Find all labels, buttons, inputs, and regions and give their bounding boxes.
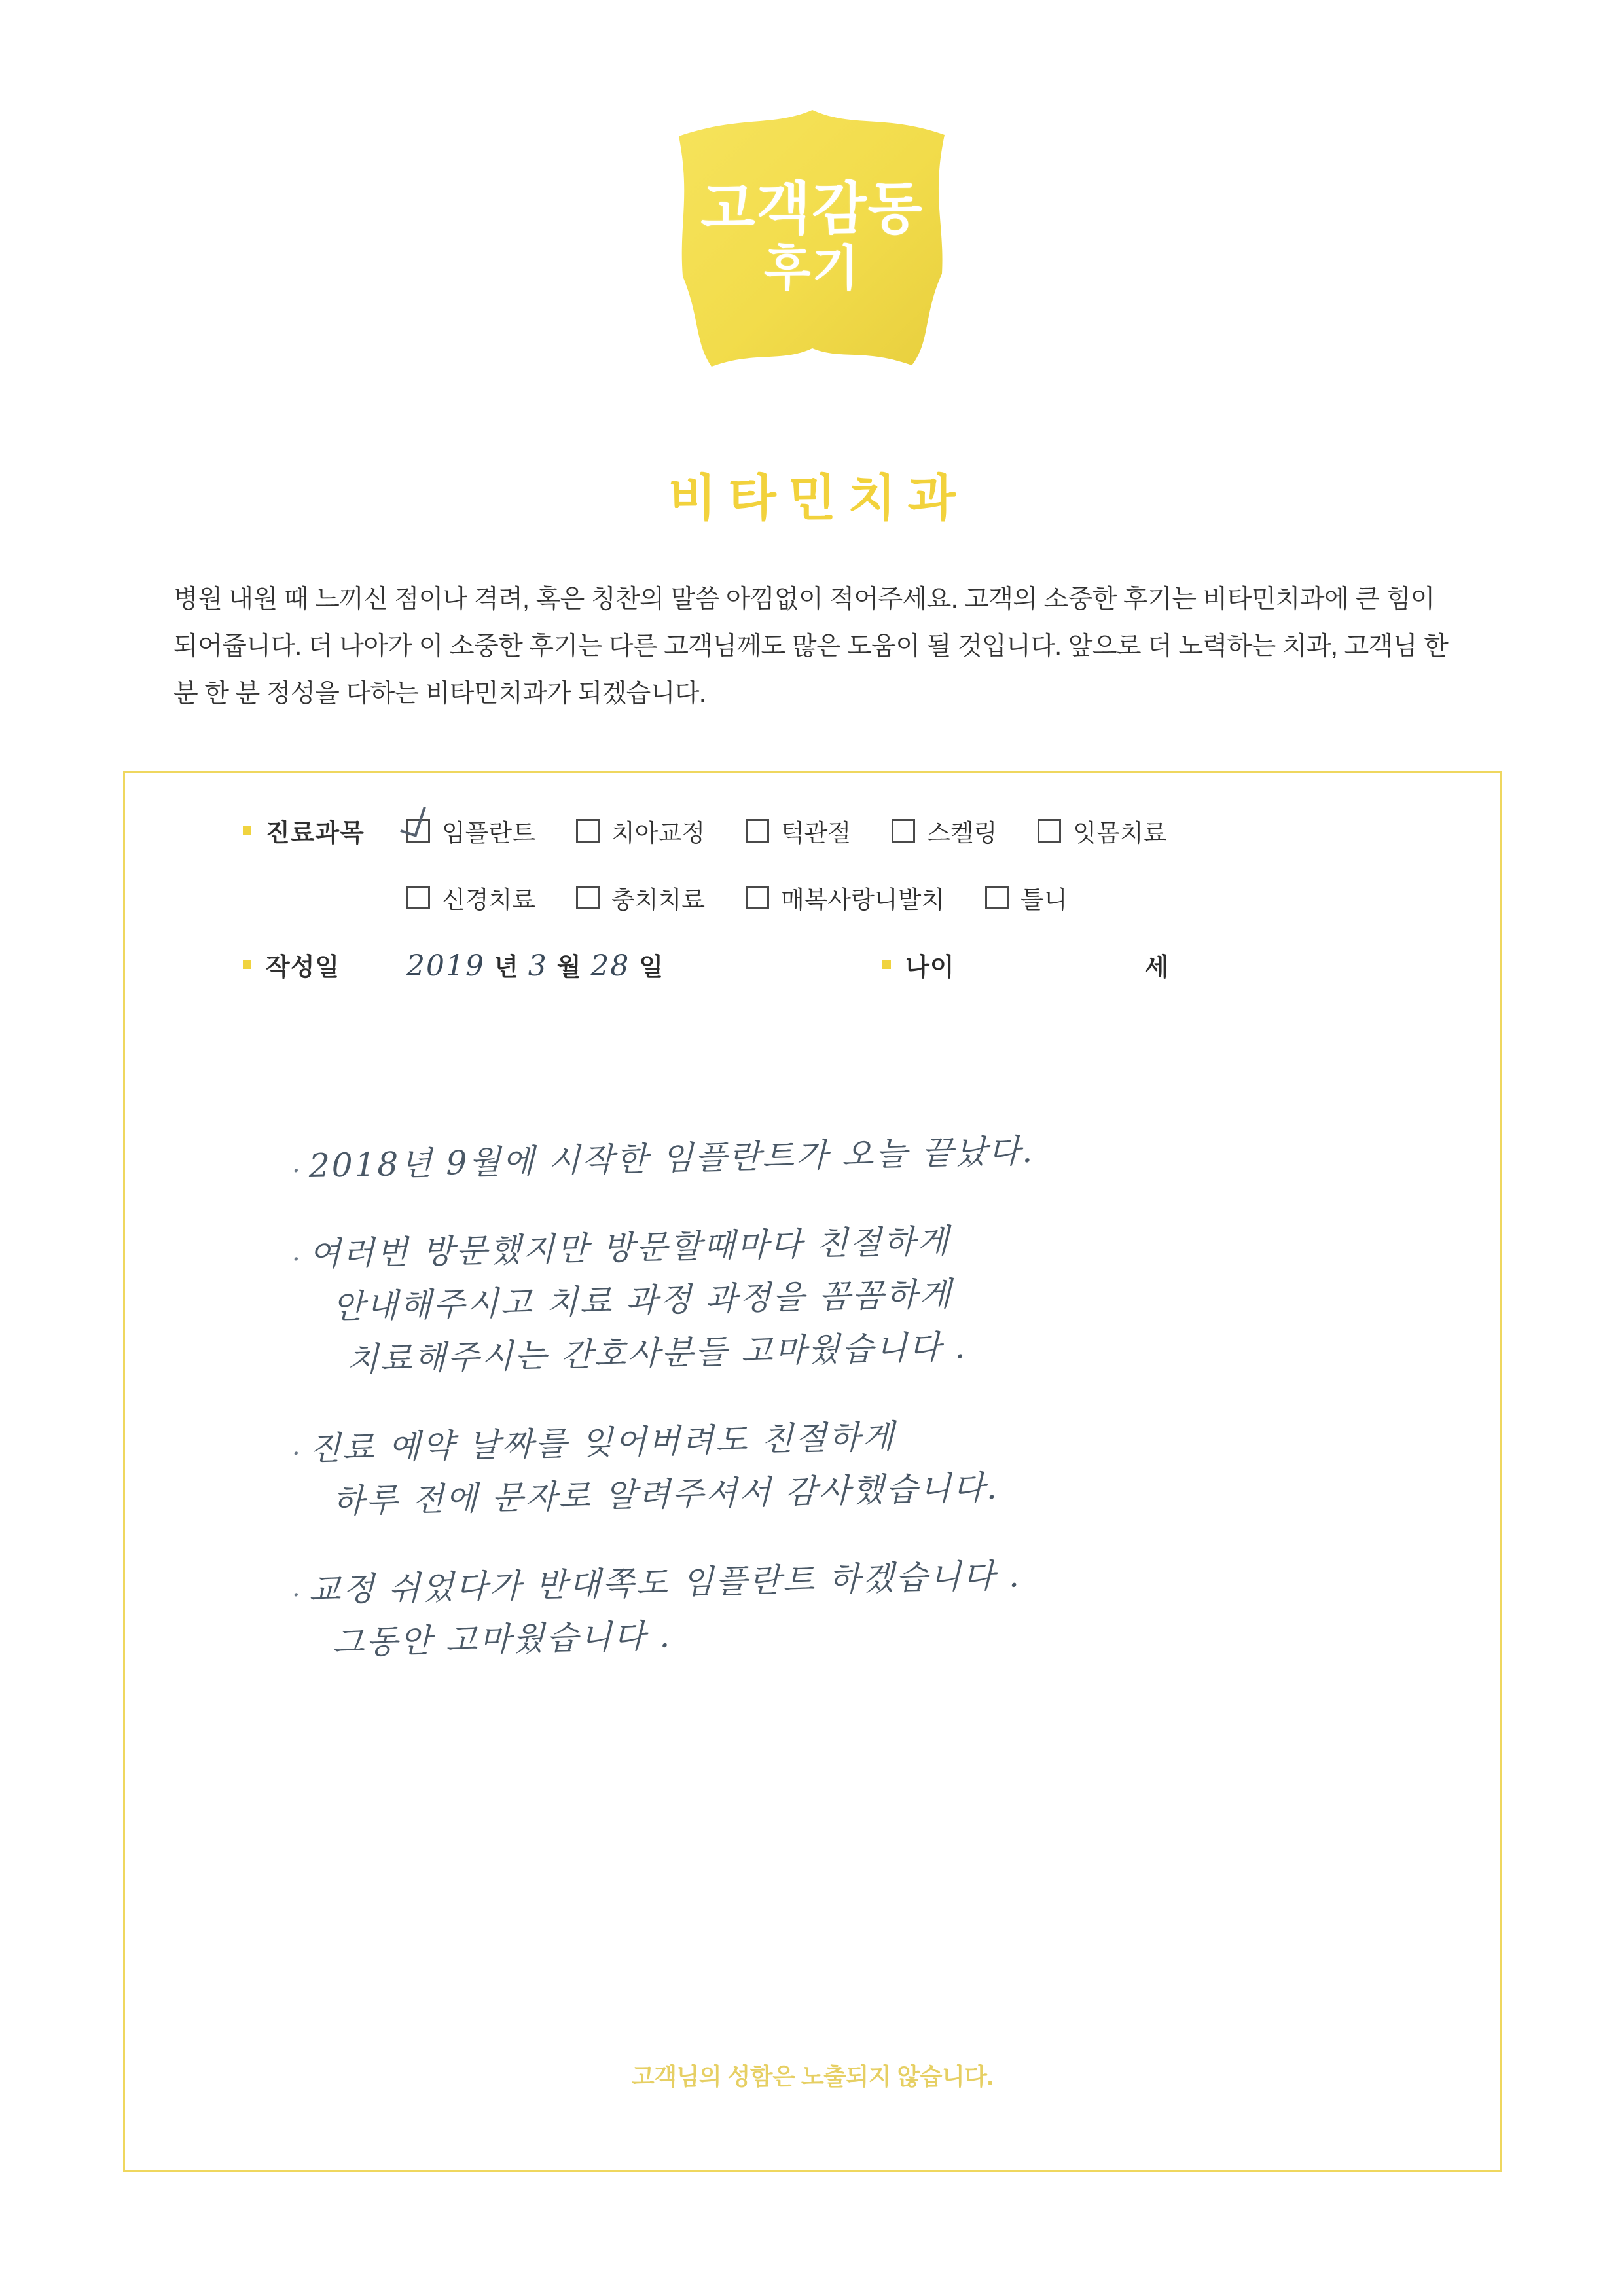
checkbox-option-scaling[interactable] — [892, 813, 997, 848]
age-unit: 세 — [1144, 954, 1169, 981]
badge-line2: 후기 — [764, 240, 860, 295]
review-line: 안내해주시고 치료 과정 과정을 꼼꼼하게 — [333, 1275, 953, 1326]
clinic-name: 비타민치과 — [668, 471, 968, 526]
paragraph-bullet-icon: · — [292, 1156, 300, 1186]
checkbox-label: 틀니 — [1020, 886, 1068, 913]
form-area — [243, 812, 1460, 983]
paragraph-lines — [309, 1417, 1490, 1529]
date-age-row — [243, 947, 1460, 983]
paragraph-lines — [309, 1556, 1490, 1670]
square-bullet-icon — [882, 960, 891, 969]
checkbox-option-orthodontics[interactable] — [576, 813, 705, 848]
paragraph-lines — [309, 1131, 1490, 1193]
age-label: 나이 — [905, 954, 955, 981]
review-line: 치료해주시는 간호사분들 고마웠습니다 . — [347, 1327, 967, 1379]
treatment-options-row-1 — [406, 813, 1207, 848]
review-paragraph — [292, 1417, 1490, 1529]
review-line: 여러번 방문했지만 방문할때마다 친절하게 — [309, 1222, 951, 1273]
checkbox-icon[interactable] — [985, 886, 1009, 909]
treatment-label-group — [243, 812, 406, 848]
checkbox-option-nerve-treatment[interactable] — [406, 880, 535, 915]
paragraph-bullet-icon: · — [292, 1580, 300, 1611]
review-paragraph — [292, 1131, 1490, 1193]
checkbox-icon[interactable] — [746, 886, 769, 909]
treatment-options-row-2 — [243, 880, 1108, 915]
review-body — [292, 1131, 1490, 1705]
day-unit: 일 — [639, 954, 664, 981]
year-unit: 년 — [494, 954, 519, 981]
checkbox-icon[interactable] — [406, 886, 430, 909]
checkbox-label: 스켈링 — [927, 819, 998, 847]
review-paragraph — [292, 1556, 1490, 1670]
square-bullet-icon — [243, 826, 251, 835]
checkbox-label: 충치치료 — [611, 886, 705, 913]
date-fields — [406, 947, 673, 983]
checkbox-label: 치아교정 — [611, 819, 705, 847]
checkbox-option-tmj[interactable] — [746, 813, 851, 848]
checkbox-label: 임플란트 — [442, 819, 535, 847]
age-label-group — [882, 947, 954, 983]
review-line: 2018년 9월에 시작한 임플란트가 오늘 끝났다. — [309, 1131, 1035, 1185]
checkbox-option-cavity-treatment[interactable] — [576, 880, 705, 915]
day-input[interactable]: 28 — [590, 949, 630, 983]
intro-paragraph: 병원 내원 때 느끼신 점이나 격려, 혹은 칭찬의 말씀 아낌없이 적어주세요. 고객의 소중한 후기는 비타민치과에 큰 힘이 되어줍니다. 더 나아가 이 소중한 후기는 다른 고객님께도 많은 도움이 될 것입니다. 앞으로 더 노력하는 치과, 고객님 한 분 한 분 정성을 다하는 비타민치과가 되겠습니다. — [173, 585, 1449, 708]
paragraph-lines — [309, 1222, 1490, 1387]
checkbox-icon[interactable] — [576, 886, 600, 909]
checkbox-icon[interactable] — [1038, 819, 1061, 843]
date-label-group — [243, 947, 406, 983]
checkbox-option-gum-treatment[interactable] — [1038, 813, 1166, 848]
badge-shape-container — [649, 98, 976, 380]
review-paragraph — [292, 1222, 1490, 1387]
checkbox-option-denture[interactable] — [985, 880, 1067, 915]
review-line: 그동안 고마웠습니다 . — [333, 1616, 672, 1662]
checkbox-label: 턱관절 — [780, 819, 852, 847]
treatment-label: 진료과목 — [266, 820, 365, 847]
header-badge — [0, 98, 1624, 380]
checkbox-icon[interactable] — [406, 819, 430, 843]
checkbox-option-impacted-wisdom-tooth[interactable] — [746, 880, 945, 915]
age-block — [882, 947, 1168, 983]
review-line: 교정 쉬었다가 반대쪽도 임플란트 하겠습니다 . — [309, 1556, 1022, 1609]
paragraph-bullet-icon: · — [292, 1245, 300, 1275]
year-input[interactable]: 2019 — [406, 949, 485, 983]
review-card — [123, 771, 1502, 2172]
checkbox-icon[interactable] — [576, 819, 600, 843]
checkbox-icon[interactable] — [892, 819, 915, 843]
square-bullet-icon — [243, 960, 251, 969]
review-line: 진료 예약 날짜를 잊어버려도 친절하게 — [309, 1417, 896, 1468]
date-label: 작성일 — [266, 954, 340, 981]
treatment-row-1 — [243, 812, 1460, 848]
checkbox-label: 매복사랑니발치 — [780, 886, 945, 913]
badge-text — [700, 179, 923, 299]
paragraph-bullet-icon: · — [292, 1439, 300, 1469]
month-unit: 월 — [556, 954, 582, 981]
privacy-note: 고객님의 성함은 노출되지 않습니다. — [631, 2063, 994, 2090]
treatment-row-2 — [243, 880, 1460, 915]
month-input[interactable]: 3 — [528, 949, 548, 983]
badge-line1: 고객감동 — [700, 177, 924, 240]
checkbox-icon[interactable] — [746, 819, 769, 843]
checkbox-option-implant[interactable] — [406, 813, 535, 848]
checkbox-label: 신경치료 — [442, 886, 535, 913]
review-line: 하루 전에 문자로 알려주셔서 감사했습니다. — [333, 1468, 999, 1521]
checkbox-label: 잇몸치료 — [1073, 819, 1167, 847]
